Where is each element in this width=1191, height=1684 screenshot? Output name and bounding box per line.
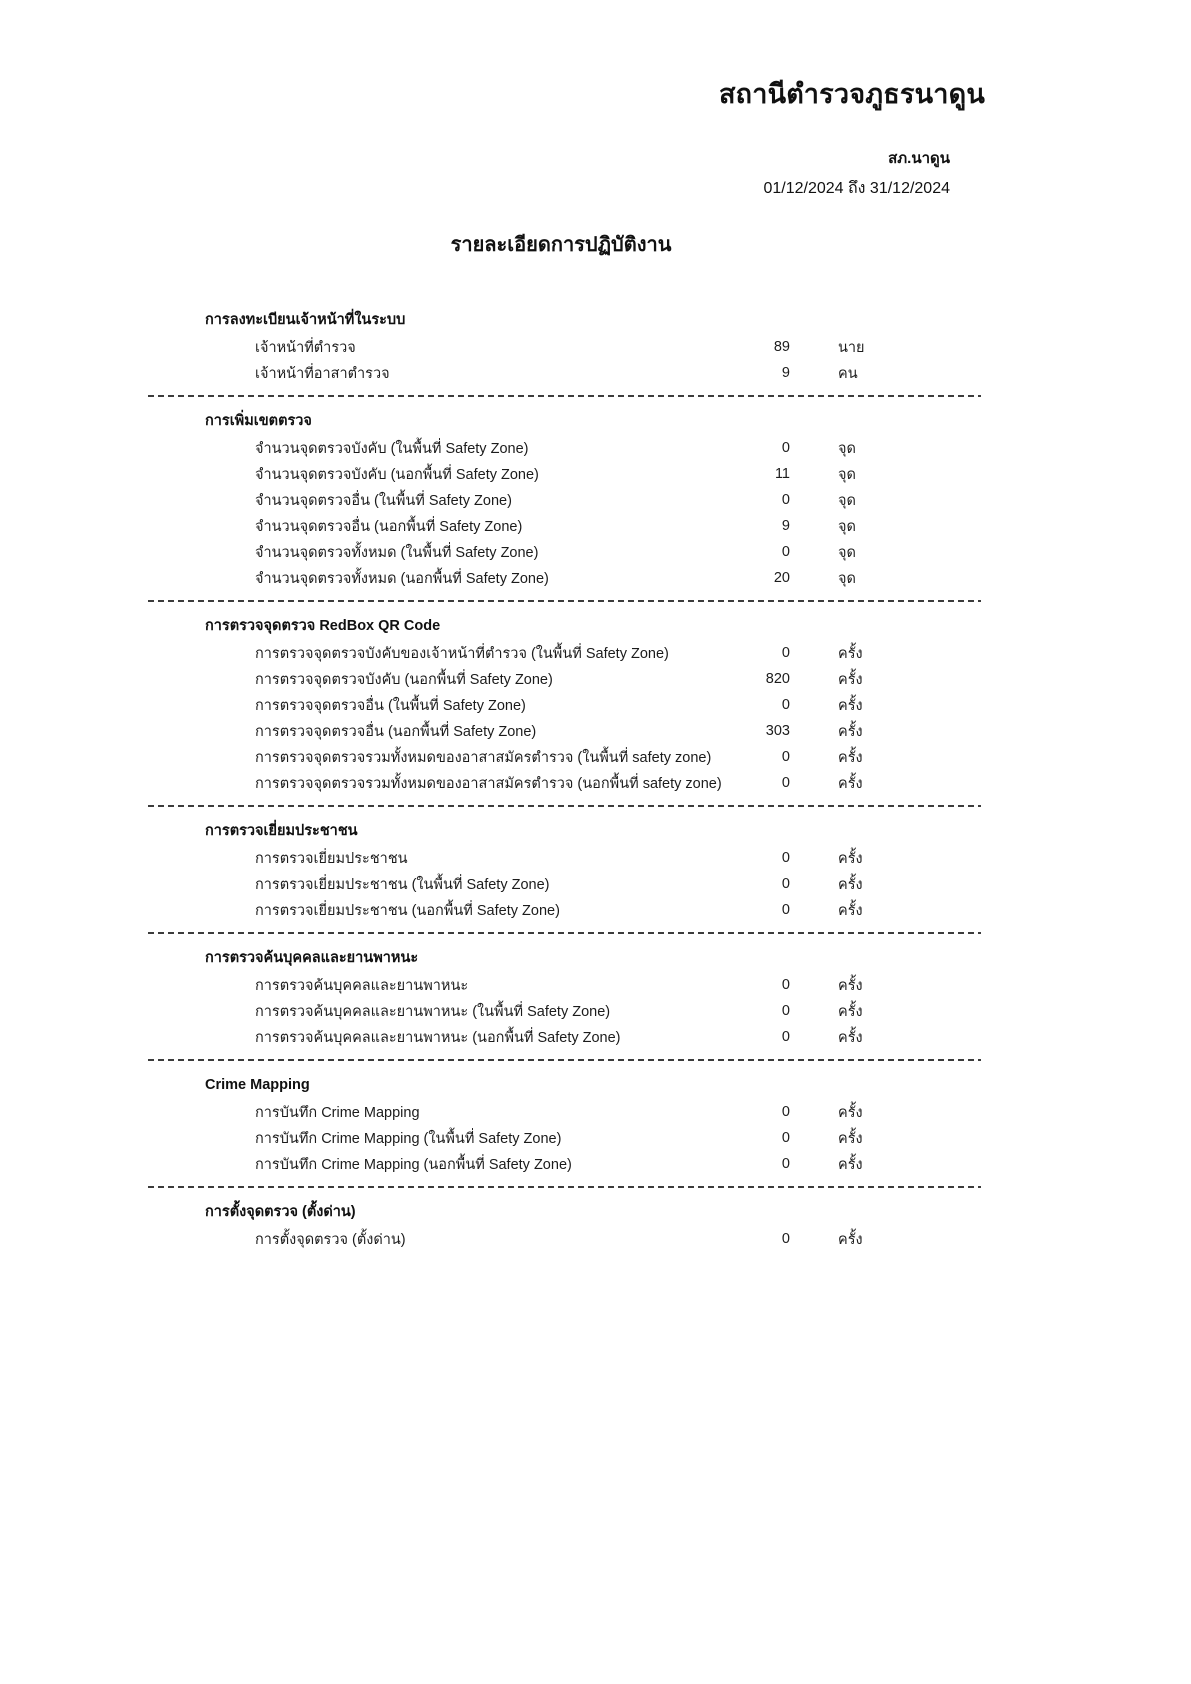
row-value: 0 — [781, 850, 790, 866]
row-label: การตรวจจุดตรวจอื่น (ในพื้นที่ Safety Zone) — [255, 697, 526, 714]
row-label: การตรวจเยี่ยมประชาชน (ในพื้นที่ Safety Zone) — [255, 876, 550, 893]
row-value: 0 — [781, 1156, 790, 1172]
row-label: เจ้าหน้าที่อาสาตำรวจ — [255, 365, 390, 382]
row-label: การตรวจค้นบุคคลและยานพาหนะ (นอกพื้นที่ Safety Zone) — [255, 1029, 621, 1046]
section-divider — [148, 1059, 981, 1061]
section-divider — [148, 600, 981, 602]
table-row — [148, 1125, 981, 1151]
row-value: 0 — [781, 697, 790, 713]
row-label: จำนวนจุดตรวจบังคับ (นอกพื้นที่ Safety Zone) — [255, 466, 539, 483]
row-value: 0 — [781, 749, 790, 765]
row-unit: ครั้ง — [838, 749, 863, 766]
table-row — [148, 334, 981, 360]
row-value: 0 — [781, 876, 790, 892]
row-unit: ครั้ง — [838, 1130, 863, 1147]
table-row — [148, 539, 981, 565]
row-label: การตรวจจุดตรวจรวมทั้งหมดของอาสาสมัครตำรวจ (นอกพื้นที่ safety zone) — [255, 775, 722, 792]
report-date-range: 01/12/2024 ถึง 31/12/2024 — [763, 180, 950, 197]
row-label: เจ้าหน้าที่ตำรวจ — [255, 339, 356, 356]
report-section — [148, 411, 981, 591]
section-heading: การตั้งจุดตรวจ (ตั้งด่าน) — [205, 1204, 356, 1220]
row-value: 820 — [765, 671, 790, 687]
row-label: การตรวจจุดตรวจอื่น (นอกพื้นที่ Safety Zone) — [255, 723, 537, 740]
report-section — [148, 616, 981, 796]
row-label: การบันทึก Crime Mapping (นอกพื้นที่ Safety Zone) — [255, 1156, 572, 1173]
row-unit: ครั้ง — [838, 697, 863, 714]
row-unit: ครั้ง — [838, 723, 863, 740]
row-value: 0 — [781, 977, 790, 993]
row-value: 0 — [781, 1231, 790, 1247]
report-section — [148, 821, 981, 923]
table-row — [148, 360, 981, 386]
row-value: 0 — [781, 440, 790, 456]
row-value: 0 — [781, 1003, 790, 1019]
row-label: การตรวจจุดตรวจบังคับ (นอกพื้นที่ Safety Zone) — [255, 671, 553, 688]
row-unit: ครั้ง — [838, 1104, 863, 1121]
row-value: 0 — [781, 1104, 790, 1120]
row-label: จำนวนจุดตรวจอื่น (นอกพื้นที่ Safety Zone) — [255, 518, 523, 535]
row-value: 11 — [774, 466, 790, 482]
row-label: การตรวจค้นบุคคลและยานพาหนะ — [255, 977, 469, 994]
row-unit: ครั้ง — [838, 671, 863, 688]
table-row — [148, 871, 981, 897]
report-section — [148, 1202, 981, 1252]
row-unit: ครั้ง — [838, 645, 863, 662]
row-value: 0 — [781, 1029, 790, 1045]
row-unit: คน — [838, 365, 858, 382]
row-unit: จุด — [838, 570, 856, 587]
section-heading: การลงทะเบียนเจ้าหน้าที่ในระบบ — [205, 312, 406, 328]
section-heading: การตรวจค้นบุคคลและยานพาหนะ — [205, 950, 419, 966]
section-divider — [148, 805, 981, 807]
row-label: การบันทึก Crime Mapping — [255, 1104, 420, 1121]
table-row — [148, 640, 981, 666]
row-label: จำนวนจุดตรวจบังคับ (ในพื้นที่ Safety Zone) — [255, 440, 529, 457]
section-divider — [148, 932, 981, 934]
table-row — [148, 1099, 981, 1125]
row-value: 303 — [765, 723, 790, 739]
report-sections — [148, 310, 981, 1252]
row-label: จำนวนจุดตรวจอื่น (ในพื้นที่ Safety Zone) — [255, 492, 512, 509]
row-value: 0 — [781, 492, 790, 508]
row-value: 9 — [781, 365, 790, 381]
table-row — [148, 744, 981, 770]
row-value: 89 — [773, 339, 790, 355]
row-unit: ครั้ง — [838, 1156, 863, 1173]
row-label: การตรวจเยี่ยมประชาชน (นอกพื้นที่ Safety Zone) — [255, 902, 560, 919]
table-row — [148, 692, 981, 718]
table-row — [148, 718, 981, 744]
row-unit: ครั้ง — [838, 1231, 863, 1248]
row-label: การตรวจจุดตรวจรวมทั้งหมดของอาสาสมัครตำรวจ (ในพื้นที่ safety zone) — [255, 749, 712, 766]
table-row — [148, 845, 981, 871]
row-value: 0 — [781, 775, 790, 791]
row-unit: ครั้ง — [838, 1003, 863, 1020]
table-row — [148, 565, 981, 591]
row-label: การตรวจจุดตรวจบังคับของเจ้าหน้าที่ตำรวจ (ในพื้นที่ Safety Zone) — [255, 645, 669, 662]
table-row — [148, 1226, 981, 1252]
station-title: สถานีตำรวจภูธรนาดูน — [718, 79, 985, 109]
row-value: 9 — [781, 518, 790, 534]
row-label: การตั้งจุดตรวจ (ตั้งด่าน) — [255, 1231, 406, 1248]
row-unit: ครั้ง — [838, 902, 863, 919]
row-unit: นาย — [838, 339, 865, 356]
row-value: 0 — [781, 645, 790, 661]
row-unit: ครั้ง — [838, 876, 863, 893]
section-heading: การตรวจเยี่ยมประชาชน — [205, 823, 358, 839]
row-unit: จุด — [838, 544, 856, 561]
row-unit: ครั้ง — [838, 775, 863, 792]
row-unit: จุด — [838, 518, 856, 535]
table-row — [148, 1024, 981, 1050]
section-heading: การตรวจจุดตรวจ RedBox QR Code — [205, 618, 441, 634]
table-row — [148, 1151, 981, 1177]
table-row — [148, 897, 981, 923]
section-divider — [148, 1186, 981, 1188]
report-section — [148, 310, 981, 386]
row-label: การตรวจค้นบุคคลและยานพาหนะ (ในพื้นที่ Safety Zone) — [255, 1003, 611, 1020]
row-value: 0 — [781, 544, 790, 560]
station-short-name: สภ.นาดูน — [888, 150, 950, 167]
row-label: จำนวนจุดตรวจทั้งหมด (นอกพื้นที่ Safety Zone) — [255, 570, 549, 587]
row-unit: ครั้ง — [838, 850, 863, 867]
report-section — [148, 948, 981, 1050]
report-title: รายละเอียดการปฏิบัติงาน — [450, 234, 672, 256]
row-label: การตรวจเยี่ยมประชาชน — [255, 850, 408, 867]
table-row — [148, 998, 981, 1024]
row-value: 0 — [781, 902, 790, 918]
row-label: การบันทึก Crime Mapping (ในพื้นที่ Safety Zone) — [255, 1130, 562, 1147]
section-heading: การเพิ่มเขตตรวจ — [205, 413, 312, 429]
table-row — [148, 770, 981, 796]
section-heading: Crime Mapping — [205, 1077, 310, 1093]
table-row — [148, 666, 981, 692]
row-label: จำนวนจุดตรวจทั้งหมด (ในพื้นที่ Safety Zone) — [255, 544, 539, 561]
table-row — [148, 513, 981, 539]
report-section — [148, 1075, 981, 1177]
row-unit: จุด — [838, 440, 856, 457]
table-row — [148, 487, 981, 513]
row-value: 0 — [781, 1130, 790, 1146]
table-row — [148, 972, 981, 998]
row-value: 20 — [773, 570, 790, 586]
row-unit: จุด — [838, 492, 856, 509]
row-unit: ครั้ง — [838, 1029, 863, 1046]
row-unit: จุด — [838, 466, 856, 483]
table-row — [148, 461, 981, 487]
table-row — [148, 435, 981, 461]
row-unit: ครั้ง — [838, 977, 863, 994]
section-divider — [148, 395, 981, 397]
